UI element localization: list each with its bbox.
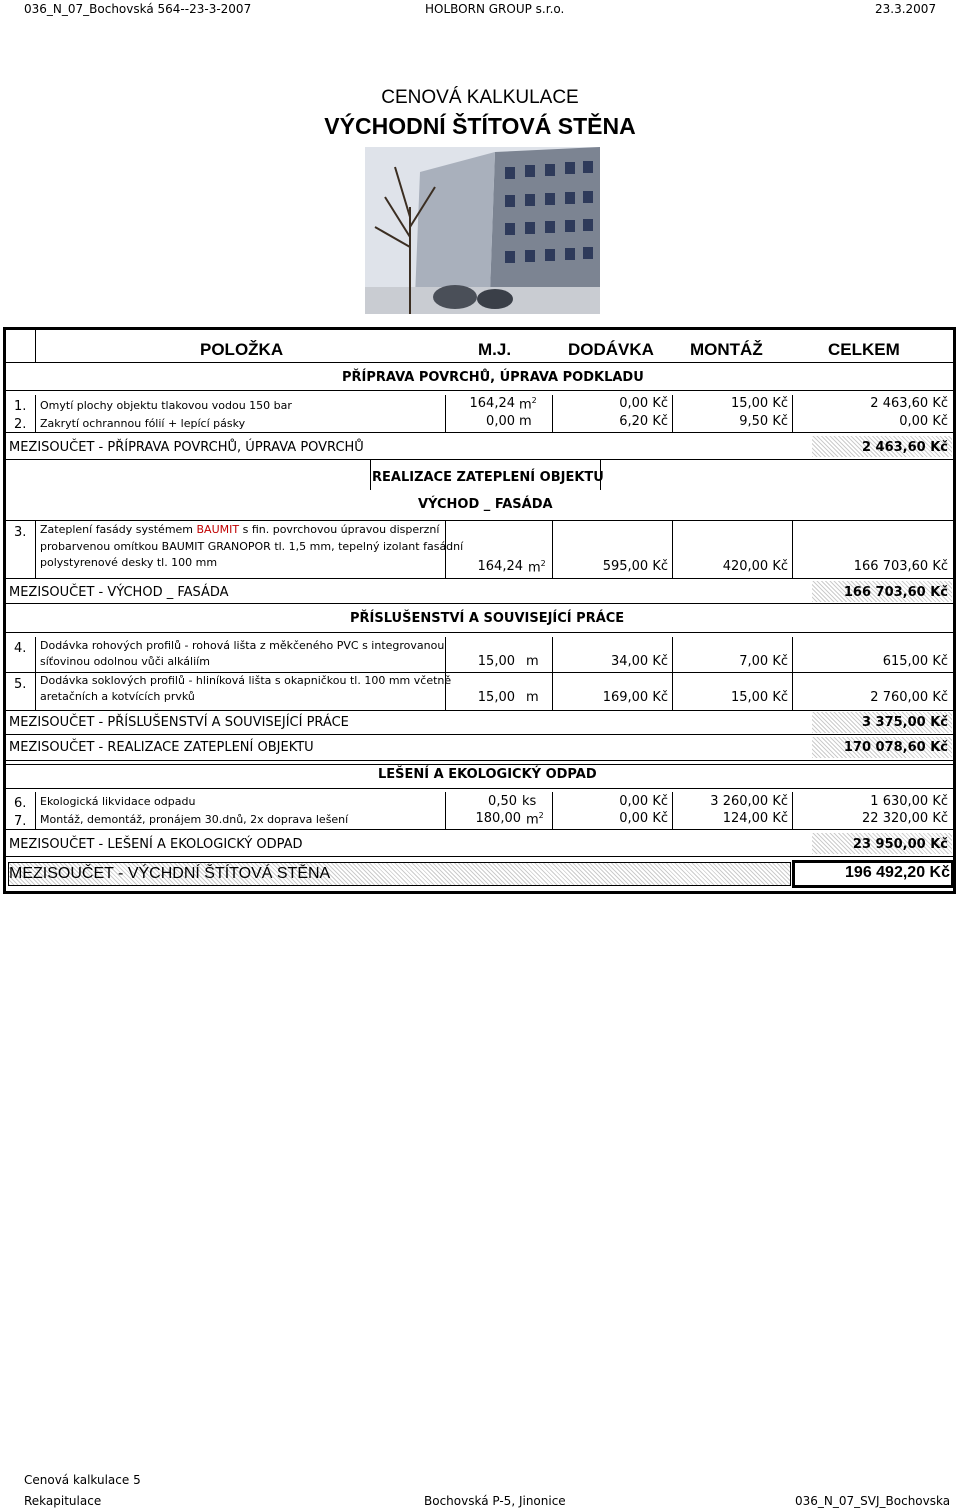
row-unit: ks [522,794,537,809]
row-total: 1 630,00 Kč [870,794,948,809]
row-number: 2. [14,417,27,432]
row-quantity: 0,00 [486,414,515,429]
row-unit: m [526,690,539,705]
row-supply: 169,00 Kč [602,690,668,705]
row-install: 15,00 Kč [730,690,788,705]
page-title: VÝCHODNÍ ŠTÍTOVÁ STĚNA [324,113,636,139]
row-quantity: 15,00 [477,690,515,705]
subtotal-value: 23 950,00 Kč [852,837,948,852]
row-description-line2: síťovinou odolnou vůči alkáliím [40,655,210,668]
page-title-line1: CENOVÁ KALKULACE [381,87,579,108]
footer-page-label: Cenová kalkulace 5 [24,1473,141,1487]
row-supply: 0,00 Kč [619,396,668,411]
header-center: HOLBORN GROUP s.r.o. [425,2,565,16]
row-quantity: 164,24 [469,396,515,411]
row-description-line3: polystyrenové desky tl. 100 mm [40,556,218,569]
row-unit: $m^2$ [528,559,546,576]
subtotal-label: MEZISOUČET - REALIZACE ZATEPLENÍ OBJEKTU [9,740,314,755]
grand-total-label: MEZISOUČET - VÝCHDNÍ ŠTÍTOVÁ STĚNA [9,865,331,882]
row-unit: $m^2$ [526,811,544,828]
row-supply: 34,00 Kč [610,654,668,669]
row-number: 1. [14,399,27,414]
brand-name: BAUMIT [196,523,240,536]
section-title-insulation: REALIZACE ZATEPLENÍ OBJEKTU [372,470,604,485]
row-number: 7. [14,814,27,829]
row-quantity: 15,00 [477,654,515,669]
row-supply: 6,20 Kč [619,414,668,429]
header-right: 23.3.2007 [875,2,937,16]
col-install: MONTÁŽ [690,340,763,359]
section-title-scaffolding: LEŠENÍ A EKOLOGICKÝ ODPAD [378,767,597,782]
row-description: Ekologická likvidace odpadu [40,795,196,808]
section-title-preparation: PŘÍPRAVA POVRCHŮ, ÚPRAVA PODKLADU [342,370,644,385]
row-number: 3. [14,525,27,540]
row-description: Dodávka rohových profilů - rohová lišta z měkčeného PVC s integrovanou [40,639,445,652]
col-unit: M.J. [478,340,512,359]
subtotal-value: 2 463,60 Kč [861,440,948,455]
row-total: 0,00 Kč [899,414,948,429]
subtotal-value: 3 375,00 Kč [861,715,948,730]
row-number: 4. [14,641,27,656]
row-install: 9,50 Kč [739,414,788,429]
row-total: 22 320,00 Kč [862,811,948,826]
footer-sheet: Rekapitulace [24,1494,102,1508]
subtotal-label: MEZISOUČET - VÝCHOD _ FASÁDA [9,585,229,600]
col-supply: DODÁVKA [568,340,654,359]
row-supply: 0,00 Kč [619,811,668,826]
row-description: Zateplení fasády systémem BAUMIT s fin. povrchovou úpravou disperzní [40,523,440,536]
col-item: POLOŽKA [200,340,284,359]
row-total: 2 463,60 Kč [870,396,948,411]
row-install: 3 260,00 Kč [710,794,788,809]
row-install: 15,00 Kč [730,396,788,411]
subtotal-label: MEZISOUČET - LEŠENÍ A EKOLOGICKÝ ODPAD [9,837,303,852]
row-description: Omytí plochy objektu tlakovou vodou 150 bar [40,399,292,412]
subtotal-value: 166 703,60 Kč [843,585,948,600]
section-subtitle: VÝCHOD _ FASÁDA [418,497,553,512]
row-quantity: 180,00 [475,811,521,826]
row-unit: m [526,654,539,669]
row-description: Zakrytí ochrannou fólií + lepící pásky [40,417,246,430]
row-install: 7,00 Kč [739,654,788,669]
row-unit: $m^2$ [519,396,537,413]
row-description-line2: probarvenou omítkou BAUMIT GRANOPOR tl. 1,5 mm, tepelný izolant fasádní [40,540,464,553]
row-install: 124,00 Kč [722,811,788,826]
row-unit: m [519,414,532,429]
row-number: 5. [14,677,27,692]
row-quantity: 164,24 [477,559,523,574]
row-description-line2: aretačních a kotvících prvků [40,690,195,703]
row-install: 420,00 Kč [722,559,788,574]
footer-address: Bochovská P-5, Jinonice [424,1494,566,1508]
row-number: 6. [14,796,27,811]
grand-total-value: 196 492,20 Kč [845,864,950,881]
subtotal-value: 170 078,60 Kč [843,740,948,755]
row-total: 166 703,60 Kč [853,559,948,574]
row-description: Montáž, demontáž, pronájem 30.dnů, 2x doprava lešení [40,813,349,826]
header-left: 036_N_07_Bochovská 564--23-3-2007 [24,2,252,16]
row-total: 615,00 Kč [882,654,948,669]
subtotal-label: MEZISOUČET - PŘÍSLUŠENSTVÍ A SOUVISEJÍCÍ PRÁCE [9,715,349,730]
row-supply: 0,00 Kč [619,794,668,809]
col-total: CELKEM [828,340,900,359]
footer-file: 036_N_07_SVJ_Bochovska [795,1494,951,1508]
row-description: Dodávka soklových profilů - hliníková lišta s okapničkou tl. 100 mm včetně [40,674,452,687]
subtotal-label: MEZISOUČET - PŘÍPRAVA POVRCHŮ, ÚPRAVA POVRCHŮ [9,440,364,455]
row-quantity: 0,50 [488,794,517,809]
row-supply: 595,00 Kč [602,559,668,574]
row-total: 2 760,00 Kč [870,690,948,705]
section-title-accessories: PŘÍSLUŠENSTVÍ A SOUVISEJÍCÍ PRÁCE [350,611,625,626]
building-photo [365,147,600,314]
